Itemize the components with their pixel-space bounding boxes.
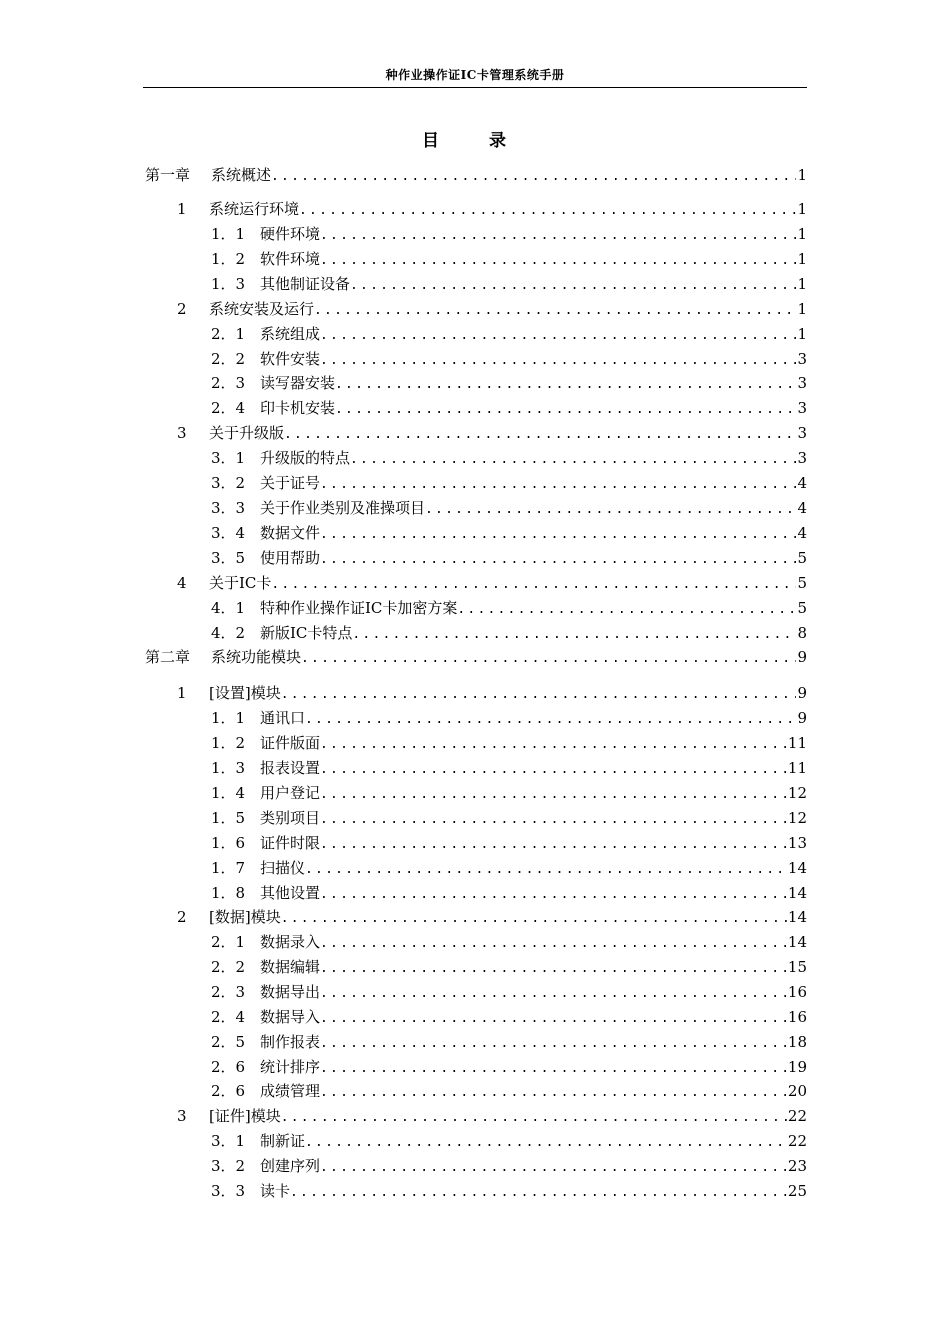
toc-dot-leader — [284, 424, 796, 446]
toc-subsection-entry[interactable] — [145, 397, 807, 419]
toc-subsection-entry[interactable] — [145, 782, 807, 804]
toc-entry-number: 1．4 — [211, 784, 246, 802]
toc-entry-page-number: 3 — [797, 350, 807, 368]
toc-entry-page-number: 14 — [787, 933, 807, 951]
toc-entry-title: 系统运行环境 — [209, 200, 300, 218]
toc-dot-leader — [320, 1157, 787, 1179]
toc-entry-page-number: 5 — [797, 549, 807, 567]
page-header-title: 种作业操作证IC卡管理系统手册 — [385, 68, 565, 82]
toc-entry-title: 扫描仪 — [260, 859, 306, 877]
toc-entry-number: 3．3 — [211, 1182, 246, 1200]
toc-entry-title: 创建序列 — [260, 1157, 321, 1175]
toc-entry-page-number: 16 — [787, 1008, 807, 1026]
toc-dot-leader — [320, 474, 796, 496]
toc-subsection-entry[interactable] — [145, 807, 807, 829]
toc-entry-number: 2．5 — [211, 1033, 246, 1051]
toc-subsection-entry[interactable] — [145, 223, 807, 245]
toc-subsection-entry[interactable] — [145, 323, 807, 345]
toc-entry-page-number: 9 — [797, 709, 807, 727]
toc-entry-page-number: 3 — [797, 374, 807, 392]
toc-dot-leader — [320, 225, 796, 247]
toc-dot-leader — [320, 834, 787, 856]
toc-entry-title: 证件时限 — [260, 834, 321, 852]
toc-section-entry[interactable] — [145, 906, 807, 928]
toc-entry-page-number: 12 — [787, 809, 807, 827]
toc-dot-leader — [281, 684, 797, 706]
toc-entry-title: 数据编辑 — [260, 958, 321, 976]
toc-entry-number: 2．6 — [211, 1058, 246, 1076]
toc-dot-leader — [299, 200, 796, 222]
toc-entry-title: 类别项目 — [260, 809, 321, 827]
toc-entry-page-number: 25 — [787, 1182, 807, 1200]
toc-dot-leader — [320, 524, 796, 546]
toc-dot-leader — [301, 648, 796, 670]
toc-subsection-entry[interactable] — [145, 273, 807, 295]
toc-entry-number: 1．8 — [211, 884, 246, 902]
toc-entry-page-number: 1 — [797, 200, 807, 218]
toc-entry-title: 用户登记 — [260, 784, 321, 802]
toc-entry-number: 2 — [177, 908, 187, 926]
toc-entry-number: 2．4 — [211, 1008, 246, 1026]
toc-entry-title: 数据导出 — [260, 983, 321, 1001]
toc-subsection-entry[interactable] — [145, 348, 807, 370]
toc-entry-number: 2．2 — [211, 958, 246, 976]
toc-entry-title: 硬件环境 — [260, 225, 321, 243]
toc-dot-leader — [320, 759, 787, 781]
toc-entry-number: 3 — [177, 1107, 187, 1125]
toc-entry-title: 新版IC卡特点 — [260, 624, 353, 642]
toc-subsection-entry[interactable] — [145, 497, 807, 519]
toc-entry-title: 特种作业操作证IC卡加密方案 — [260, 599, 458, 617]
toc-subsection-entry[interactable] — [145, 547, 807, 569]
toc-dot-leader — [320, 884, 787, 906]
toc-subsection-entry[interactable] — [145, 248, 807, 270]
toc-entry-page-number: 19 — [787, 1058, 807, 1076]
toc-entry-title: 关于升级版 — [209, 424, 285, 442]
toc-entry-title: 通讯口 — [260, 709, 306, 727]
toc-dot-leader — [350, 275, 796, 297]
toc-dot-leader — [271, 574, 796, 596]
toc-entry-number: 2．2 — [211, 350, 246, 368]
toc-entry-page-number: 5 — [797, 574, 807, 592]
toc-entry-title: 使用帮助 — [260, 549, 321, 567]
toc-dot-leader — [305, 709, 796, 731]
toc-entry-page-number: 3 — [797, 399, 807, 417]
toc-entry-title: 升级版的特点 — [260, 449, 351, 467]
toc-entry-page-number: 18 — [787, 1033, 807, 1051]
header-rule — [143, 87, 807, 88]
toc-subsection-entry[interactable] — [145, 1155, 807, 1177]
toc-entry-number: 1．7 — [211, 859, 246, 877]
toc-subsection-entry[interactable] — [145, 522, 807, 544]
toc-entry-title: 读写器安装 — [260, 374, 336, 392]
toc-dot-leader — [352, 624, 796, 646]
toc-entry-title: 制作报表 — [260, 1033, 321, 1051]
toc-entry-title: 系统功能模块 — [211, 648, 302, 666]
toc-entry-page-number: 1 — [797, 166, 807, 184]
toc-entry-number: 3．1 — [211, 449, 246, 467]
toc-entry-number: 2．6 — [211, 1082, 246, 1100]
toc-subsection-entry[interactable] — [145, 981, 807, 1003]
toc-entry-page-number: 8 — [797, 624, 807, 642]
toc-chapter-entry[interactable] — [145, 646, 807, 668]
toc-subsection-entry[interactable] — [145, 472, 807, 494]
toc-entry-title: 关于作业类别及准操项目 — [260, 499, 426, 517]
toc-dot-leader — [305, 1132, 787, 1154]
toc-entry-number: 第二章 — [145, 648, 191, 666]
toc-entry-number: 3．2 — [211, 1157, 246, 1175]
toc-dot-leader — [320, 325, 796, 347]
toc-entry-title: 数据录入 — [260, 933, 321, 951]
toc-entry-number: 1．2 — [211, 734, 246, 752]
toc-entry-page-number: 22 — [787, 1132, 807, 1150]
toc-subsection-entry[interactable] — [145, 956, 807, 978]
toc-entry-title: 数据导入 — [260, 1008, 321, 1026]
toc-subsection-entry[interactable] — [145, 882, 807, 904]
toc-entry-number: 1．1 — [211, 225, 246, 243]
toc-entry-title: 其他设置 — [260, 884, 321, 902]
toc-dot-leader — [335, 374, 796, 396]
toc-section-entry[interactable] — [145, 682, 807, 704]
toc-entry-title: 报表设置 — [260, 759, 321, 777]
toc-entry-number: 4 — [177, 574, 187, 592]
toc-entry-number: 2．4 — [211, 399, 246, 417]
toc-entry-title: 统计排序 — [260, 1058, 321, 1076]
toc-entry-page-number: 1 — [797, 300, 807, 318]
toc-dot-leader — [320, 250, 796, 272]
toc-entry-page-number: 16 — [787, 983, 807, 1001]
toc-section-entry[interactable] — [145, 572, 807, 594]
toc-subsection-entry[interactable] — [145, 757, 807, 779]
toc-entry-title: 数据文件 — [260, 524, 321, 542]
toc-entry-page-number: 13 — [787, 834, 807, 852]
toc-entry-page-number: 9 — [797, 648, 807, 666]
toc-entry-title: 系统概述 — [211, 166, 272, 184]
toc-entry-title: 关于证号 — [260, 474, 321, 492]
toc-dot-leader — [320, 1058, 787, 1080]
toc-subsection-entry[interactable] — [145, 622, 807, 644]
toc-dot-leader — [320, 1082, 787, 1104]
toc-entry-page-number: 23 — [787, 1157, 807, 1175]
toc-subsection-entry[interactable] — [145, 1080, 807, 1102]
toc-entry-number: 1．3 — [211, 759, 246, 777]
toc-entry-page-number: 11 — [787, 734, 807, 752]
toc-entry-number: 1 — [177, 684, 187, 702]
toc-entry-title: [证件]模块 — [209, 1107, 281, 1125]
toc-entry-number: 4．2 — [211, 624, 246, 642]
toc-section-entry[interactable] — [145, 298, 807, 320]
toc-entry-page-number: 12 — [787, 784, 807, 802]
toc-entry-title: [数据]模块 — [209, 908, 281, 926]
toc-entry-title: 读卡 — [260, 1182, 291, 1200]
toc-entry-page-number: 15 — [787, 958, 807, 976]
toc-entry-title: 系统组成 — [260, 325, 321, 343]
toc-section-entry[interactable] — [145, 1105, 807, 1127]
toc-subsection-entry[interactable] — [145, 1006, 807, 1028]
toc-entry-number: 第一章 — [145, 166, 191, 184]
toc-entry-page-number: 9 — [797, 684, 807, 702]
toc-entry-page-number: 1 — [797, 275, 807, 293]
toc-dot-leader — [425, 499, 796, 521]
toc-entry-title: 制新证 — [260, 1132, 306, 1150]
toc-dot-leader — [320, 1008, 787, 1030]
toc-entry-title: [设置]模块 — [209, 684, 281, 702]
toc-entry-page-number: 4 — [797, 499, 807, 517]
toc-subsection-entry[interactable] — [145, 1130, 807, 1152]
toc-dot-leader — [320, 784, 787, 806]
toc-entry-title: 印卡机安装 — [260, 399, 336, 417]
toc-dot-leader — [290, 1182, 787, 1204]
toc-entry-number: 4．1 — [211, 599, 246, 617]
toc-entry-page-number: 1 — [797, 250, 807, 268]
toc-dot-leader — [271, 166, 796, 188]
toc-entry-number: 1．1 — [211, 709, 246, 727]
toc-entry-title: 证件版面 — [260, 734, 321, 752]
toc-entry-page-number: 1 — [797, 225, 807, 243]
toc-entry-number: 1．3 — [211, 275, 246, 293]
toc-entry-page-number: 14 — [787, 908, 807, 926]
toc-entry-page-number: 5 — [797, 599, 807, 617]
toc-entry-number: 3．5 — [211, 549, 246, 567]
toc-entry-title: 软件环境 — [260, 250, 321, 268]
toc-dot-leader — [281, 1107, 787, 1129]
toc-entry-number: 3 — [177, 424, 187, 442]
toc-entry-number: 2．3 — [211, 374, 246, 392]
toc-entry-number: 1 — [177, 200, 187, 218]
toc-entry-number: 2．3 — [211, 983, 246, 1001]
toc-entry-page-number: 14 — [787, 859, 807, 877]
toc-entry-title: 成绩管理 — [260, 1082, 321, 1100]
toc-subsection-entry[interactable] — [145, 832, 807, 854]
toc-entry-number: 3．2 — [211, 474, 246, 492]
toc-subsection-entry[interactable] — [145, 597, 807, 619]
toc-entry-number: 3．4 — [211, 524, 246, 542]
toc-subsection-entry[interactable] — [145, 1031, 807, 1053]
toc-entry-page-number: 1 — [797, 325, 807, 343]
toc-dot-leader — [350, 449, 796, 471]
toc-dot-leader — [305, 859, 787, 881]
toc-dot-leader — [320, 983, 787, 1005]
toc-entry-page-number: 3 — [797, 449, 807, 467]
toc-dot-leader — [281, 908, 787, 930]
toc-dot-leader — [320, 933, 787, 955]
toc-entry-title: 系统安装及运行 — [209, 300, 315, 318]
toc-subsection-entry[interactable] — [145, 707, 807, 729]
toc-entry-number: 2．1 — [211, 325, 246, 343]
toc-subsection-entry[interactable] — [145, 1180, 807, 1202]
toc-entry-page-number: 3 — [797, 424, 807, 442]
toc-subsection-entry[interactable] — [145, 857, 807, 879]
toc-subsection-entry[interactable] — [145, 447, 807, 469]
toc-entry-title: 软件安装 — [260, 350, 321, 368]
toc-dot-leader — [457, 599, 796, 621]
toc-dot-leader — [320, 1033, 787, 1055]
toc-dot-leader — [320, 350, 796, 372]
toc-dot-leader — [320, 734, 787, 756]
toc-subsection-entry[interactable] — [145, 732, 807, 754]
toc-dot-leader — [320, 809, 787, 831]
toc-chapter-entry[interactable] — [145, 164, 807, 186]
toc-entry-number: 3．3 — [211, 499, 246, 517]
toc-dot-leader — [320, 549, 796, 571]
toc-section-entry[interactable] — [145, 198, 807, 220]
toc-entry-page-number: 4 — [797, 474, 807, 492]
toc-entry-number: 1．6 — [211, 834, 246, 852]
toc-dot-leader — [320, 958, 787, 980]
toc-dot-leader — [335, 399, 796, 421]
toc-dot-leader — [314, 300, 796, 322]
toc-entry-title: 其他制证设备 — [260, 275, 351, 293]
toc-entry-number: 1．2 — [211, 250, 246, 268]
toc-subsection-entry[interactable] — [145, 1056, 807, 1078]
toc-entry-page-number: 22 — [787, 1107, 807, 1125]
toc-entry-number: 2 — [177, 300, 187, 318]
toc-entry-number: 3．1 — [211, 1132, 246, 1150]
toc-entry-page-number: 20 — [787, 1082, 807, 1100]
toc-subsection-entry[interactable] — [145, 931, 807, 953]
toc-title: 目 录 — [422, 131, 528, 151]
toc-subsection-entry[interactable] — [145, 372, 807, 394]
toc-entry-page-number: 11 — [787, 759, 807, 777]
toc-entry-title: 关于IC卡 — [209, 574, 272, 592]
toc-entry-page-number: 14 — [787, 884, 807, 902]
toc-entry-number: 1．5 — [211, 809, 246, 827]
toc-section-entry[interactable] — [145, 422, 807, 444]
toc-entry-page-number: 4 — [797, 524, 807, 542]
toc-entry-number: 2．1 — [211, 933, 246, 951]
